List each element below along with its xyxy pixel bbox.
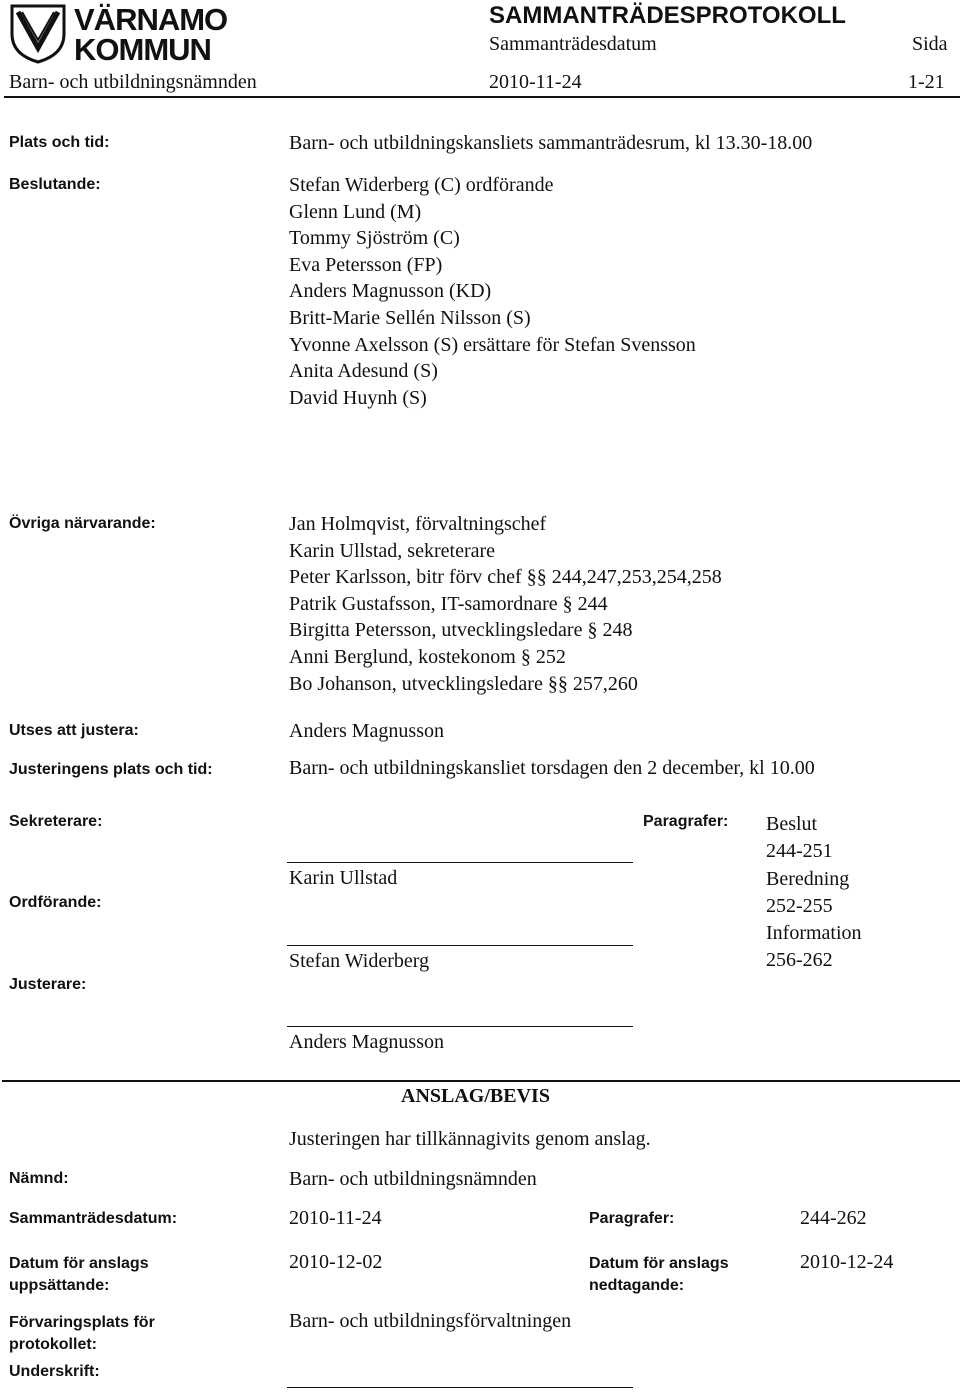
place-value: Barn- och utbildningskansliets sammanträdesrum, kl 13.30-18.00 [289,132,813,154]
storage-value: Barn- och utbildningsförvaltningen [289,1310,572,1332]
notice-board-label: Nämnd: [9,1170,69,1187]
header-page-label: Sida [912,33,948,55]
coat-of-arms-icon [8,2,68,64]
storage-label [9,1312,155,1356]
notice-paragraphs-label: Paragrafer: [589,1210,675,1227]
chair-name: Stefan Widerberg [289,950,430,972]
logo-line-2: KOMMUN [74,32,211,67]
adjuster-signature-line [287,1026,633,1027]
attendee: Birgitta Petersson, utvecklingsledare § 248 [289,619,633,642]
deciding-member: David Huynh (S) [289,386,427,409]
logo-line-1: VÄRNAMO [74,2,228,37]
posting-date-label-line-1: Datum för anslags [9,1255,149,1272]
paragraph-item: Beslut [766,813,818,835]
deciding-member: Eva Petersson (FP) [289,253,443,276]
removal-date-label [589,1253,729,1297]
paragraph-item: 244-251 [766,840,833,863]
posting-date-value: 2010-12-02 [289,1251,383,1273]
others-list [289,511,722,697]
secretary-name: Karin Ullstad [289,867,398,889]
chair-signature-line [287,945,633,946]
deciding-member: Anders Magnusson (KD) [289,280,492,303]
adjuster-sign-label: Justerare: [9,976,87,993]
notice-paragraphs-value: 244-262 [800,1207,867,1229]
adjust-place-value: Barn- och utbildningskansliet torsdagen den 2 december, kl 10.00 [289,757,815,779]
attendee: Jan Holmqvist, förvaltningschef [289,513,547,535]
removal-date-value: 2010-12-24 [800,1251,894,1273]
paragraphs-label: Paragrafer: [643,813,729,830]
deciding-member: Stefan Widerberg (C) ordförande [289,174,554,196]
notice-statement: Justeringen har tillkännagivits genom anslag. [289,1128,651,1150]
adjuster-label: Utses att justera: [9,722,139,739]
deciding-label: Beslutande: [9,176,101,193]
header-date: 2010-11-24 [489,71,582,93]
notice-rule [2,1080,960,1082]
municipality-logo [8,2,240,67]
chair-label: Ordförande: [9,894,102,911]
secretary-label: Sekreterare: [9,813,103,830]
paragraphs-list [766,811,862,975]
paragraph-item: Information [766,922,862,945]
place-label: Plats och tid: [9,134,110,151]
deciding-member: Tommy Sjöström (C) [289,227,460,250]
attendee: Patrik Gustafsson, IT-samordnare § 244 [289,592,608,615]
header-board: Barn- och utbildningsnämnden [9,71,257,93]
notice-title: ANSLAG/BEVIS [401,1085,550,1107]
deciding-member: Yvonne Axelsson (S) ersättare för Stefan Svensson [289,333,696,356]
header-rule [4,96,960,98]
signature-label: Underskrift: [9,1363,100,1380]
deciding-member: Anita Adesund (S) [289,360,438,383]
deciding-list [289,172,696,411]
attendee: Anni Berglund, kostekonom § 252 [289,645,566,668]
deciding-member: Glenn Lund (M) [289,200,422,223]
storage-label-line-2: protokollet: [9,1336,97,1353]
attendee: Peter Karlsson, bitr förv chef §§ 244,247,253,254,258 [289,566,722,589]
notice-meeting-date-value: 2010-11-24 [289,1207,382,1229]
header-date-label: Sammanträdesdatum [489,33,657,55]
document-type: SAMMANTRÄDESPROTOKOLL [489,2,846,29]
paragraph-item: Beredning [766,867,850,890]
secretary-signature-line [287,862,633,863]
attendee: Karin Ullstad, sekreterare [289,539,496,562]
header-page: 1-21 [908,71,945,93]
attendee: Bo Johanson, utvecklingsledare §§ 257,260 [289,672,638,695]
removal-date-label-line-2: nedtagande: [589,1277,685,1294]
paragraph-item: 256-262 [766,949,833,972]
others-label: Övriga närvarande: [9,515,156,532]
deciding-member: Britt-Marie Sellén Nilsson (S) [289,306,531,329]
paragraph-item: 252-255 [766,894,833,917]
adjust-place-label: Justeringens plats och tid: [9,761,213,778]
removal-date-label-line-1: Datum för anslags [589,1255,729,1272]
storage-label-line-1: Förvaringsplats för [9,1314,155,1331]
notice-meeting-date-label: Sammanträdesdatum: [9,1210,178,1227]
posting-date-label-line-2: uppsättande: [9,1277,110,1294]
posting-date-label [9,1253,149,1297]
notice-board-value: Barn- och utbildningsnämnden [289,1168,537,1190]
notice-signature-line [287,1387,633,1388]
adjuster-value: Anders Magnusson [289,720,444,742]
adjuster-name: Anders Magnusson [289,1031,444,1053]
